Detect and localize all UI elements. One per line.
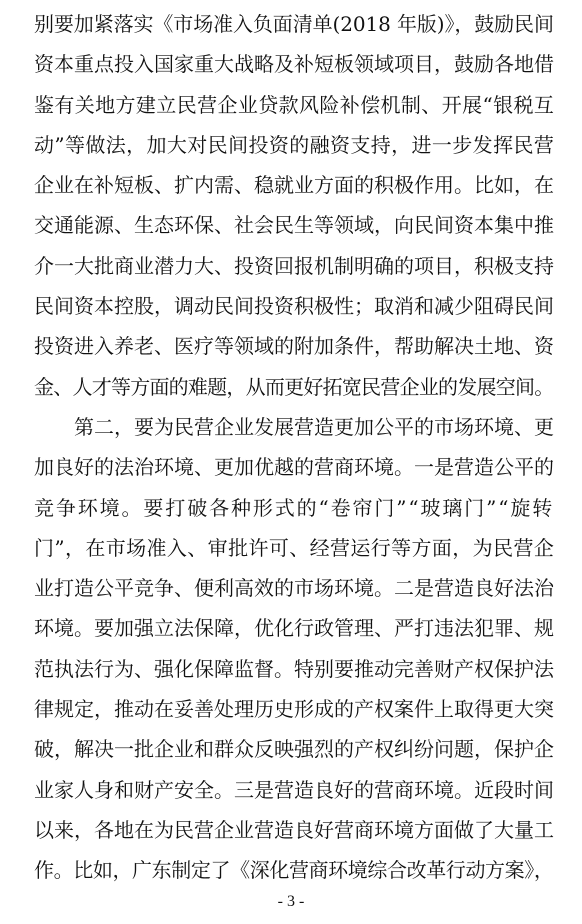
text-line: 竞争环境。要打破各种形式的“卷帘门”“玻璃门”“旋转: [34, 495, 555, 520]
text-line: 投资进入养老、医疗等领域的附加条件，帮助解决土地、资: [34, 334, 554, 359]
text-line: 动”等做法，加大对民间投资的融资支持，进一步发挥民营: [34, 132, 555, 157]
page-number: - 3 -: [277, 893, 305, 910]
paragraph-start-line: 第二，要为民营企业发展营造更加公平的市场环境、更: [34, 414, 554, 439]
text-line: 范执法行为、强化保障监督。特别要推动完善财产权保护法: [34, 656, 554, 681]
text-line: 业家人身和财产安全。三是营造良好的营商环境。近段时间: [34, 777, 554, 802]
text-line: 资本重点投入国家重大战略及补短板领域项目，鼓励各地借: [34, 52, 554, 77]
text-line: 作。比如，广东制定了《深化营商环境综合改革行动方案》，: [34, 858, 554, 883]
text-line: 破，解决一批企业和群众反映强烈的产权纠纷问题，保护企: [34, 737, 554, 762]
text-line: 门”，在市场准入、审批许可、经营运行等方面，为民营企: [34, 535, 555, 560]
text-line: 律规定，推动在妥善处理历史形成的产权案件上取得更大突: [34, 697, 554, 722]
text-line: 加良好的法治环境、更加优越的营商环境。一是营造公平的: [34, 455, 554, 480]
text-line: 民间资本控股，调动民间投资积极性；取消和减少阻碍民间: [34, 294, 554, 319]
text-line: 鉴有关地方建立民营企业贷款风险补偿机制、开展“银税互: [34, 92, 555, 117]
text-line: 企业在补短板、扩内需、稳就业方面的积极作用。比如，在: [34, 173, 554, 198]
text-line: 以来，各地在为民营企业营造良好营商环境方面做了大量工: [34, 817, 554, 842]
text-line: 别要加紧落实《市场准入负面清单(2018 年版)》，鼓励民间: [34, 12, 554, 36]
text-line: 交通能源、生态环保、社会民生等领域，向民间资本集中推: [34, 213, 554, 238]
text-line: 金、人才等方面的难题，从而更好拓宽民营企业的发展空间。: [34, 374, 554, 399]
text-line: 介一大批商业潜力大、投资回报机制明确的项目，积极支持: [34, 253, 554, 278]
text-line: 环境。要加强立法保障，优化行政管理、严打违法犯罪、规: [34, 616, 554, 641]
body-text: [34, 4, 554, 891]
text-line: 业打造公平竞争、便利高效的市场环境。二是营造良好法治: [34, 576, 554, 601]
